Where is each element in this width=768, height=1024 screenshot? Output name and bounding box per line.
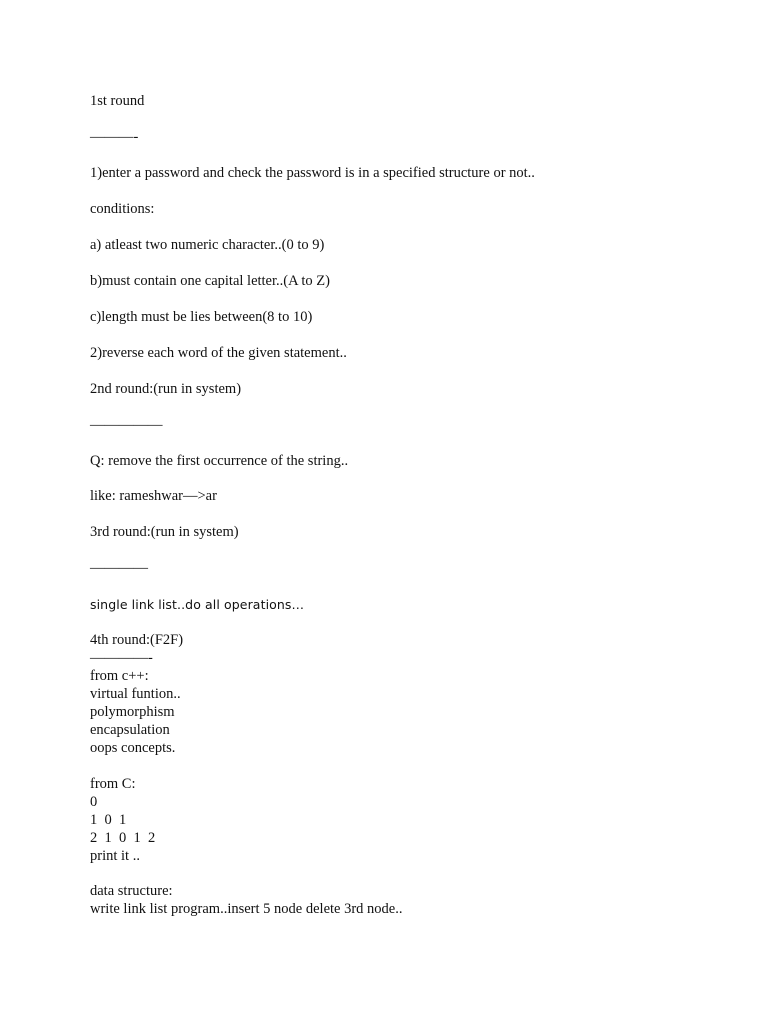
round3-underline: ———— <box>90 560 148 576</box>
cpp-topic: oops concepts. <box>90 740 176 756</box>
round2-heading: 2nd round:(run in system) <box>90 381 242 397</box>
print-instruction: print it .. <box>90 848 140 864</box>
round3-task: single link list..do all operations… <box>90 597 305 612</box>
round2-example: like: rameshwar—>ar <box>90 488 217 504</box>
cpp-topic: virtual funtion.. <box>90 686 181 702</box>
round1-heading: 1st round <box>90 93 145 109</box>
round1-question-1: 1)enter a password and check the password is in a specified structure or not.. <box>90 165 535 181</box>
round2-question: Q: remove the first occurrence of the string.. <box>90 453 349 469</box>
condition-a: a) atleast two numeric character..(0 to 9) <box>90 237 325 253</box>
condition-b: b)must contain one capital letter..(A to Z) <box>90 273 330 289</box>
round1-underline: ———- <box>90 129 139 145</box>
data-structure-task: write link list program..insert 5 node delete 3rd node.. <box>90 901 403 917</box>
cpp-topic: encapsulation <box>90 722 170 738</box>
conditions-label: conditions: <box>90 201 155 217</box>
round1-question-2: 2)reverse each word of the given statement.. <box>90 345 347 361</box>
cpp-topic: polymorphism <box>90 704 175 720</box>
c-label: from C: <box>90 776 136 792</box>
pattern-row: 1 0 1 <box>90 812 127 828</box>
round4-heading: 4th round:(F2F) <box>90 632 184 648</box>
round4-underline: ————- <box>90 650 153 666</box>
round2-underline: ————— <box>90 417 163 433</box>
condition-c: c)length must be lies between(8 to 10) <box>90 309 313 325</box>
pattern-row: 0 <box>90 794 98 810</box>
data-structure-label: data structure: <box>90 883 173 899</box>
cpp-label: from c++: <box>90 668 149 684</box>
pattern-row: 2 1 0 1 2 <box>90 830 156 846</box>
round3-heading: 3rd round:(run in system) <box>90 524 239 540</box>
